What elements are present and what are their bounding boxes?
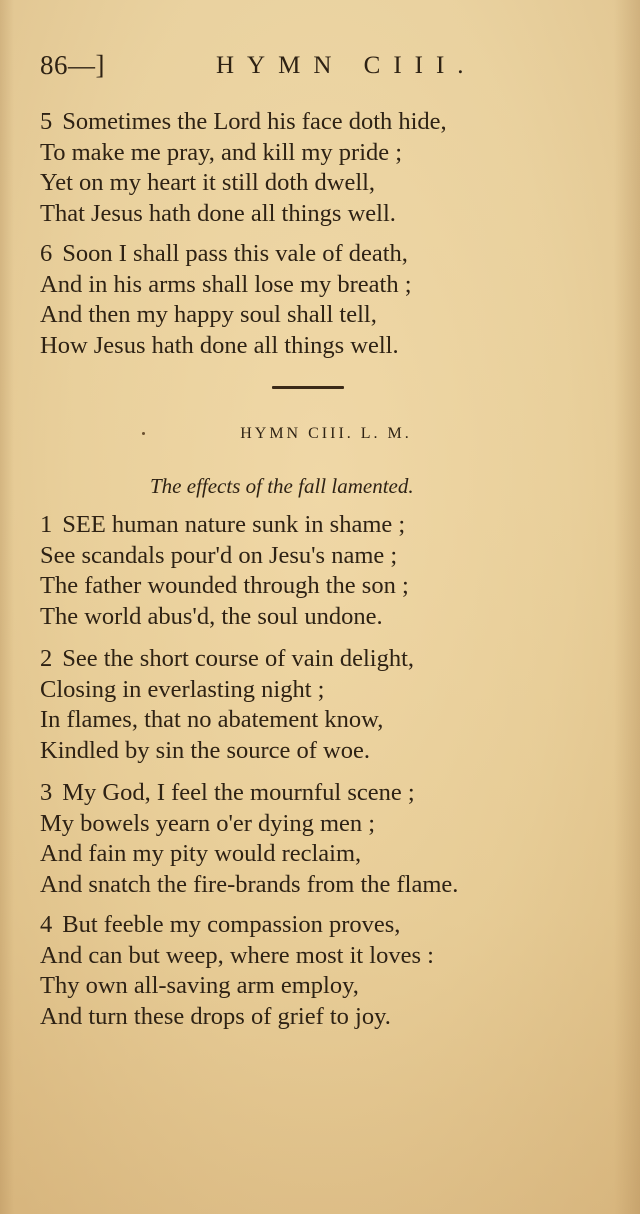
verse-number: 2: [40, 645, 53, 672]
page-edge-shadow-right: [614, 0, 640, 1214]
verse-line: SEE human nature sunk in shame ;: [62, 511, 406, 538]
verse-line: And then my happy soul shall tell,: [40, 301, 377, 328]
verse-line: To make me pray, and kill my pride ;: [40, 138, 403, 166]
verse-1: [40, 510, 409, 632]
verse-line: Thy own all-saving arm employ,: [40, 972, 359, 999]
verse-line: My bowels yearn o'er dying men ;: [40, 809, 376, 837]
verse-line: That Jesus hath done all things well.: [40, 199, 396, 227]
verse-line: Kindled by sin the source of woe.: [40, 736, 370, 764]
verse-number: 1: [40, 511, 53, 538]
verse-line: And turn these drops of grief to joy.: [40, 1002, 391, 1030]
page-number: 86—]: [40, 50, 105, 80]
verse-line: But feeble my compassion proves,: [62, 911, 401, 938]
verse-line: Closing in everlasting night ;: [40, 675, 325, 703]
verse-line: And fain my pity would reclaim,: [40, 840, 362, 867]
verse-line: And snatch the fire-brands from the flame.: [40, 870, 459, 898]
verse-line: In flames, that no abatement know,: [40, 706, 384, 733]
verse-line: The father wounded through the son ;: [40, 572, 409, 599]
verse-line: And can but weep, where most it loves :: [40, 941, 434, 969]
hymn-title: HYMN CIII. L. M.: [240, 425, 412, 442]
verse-number: 4: [40, 911, 53, 938]
verse-number: 6: [40, 240, 53, 267]
verse-line: Sometimes the Lord his face doth hide,: [62, 108, 447, 135]
verse-line: How Jesus hath done all things well.: [40, 331, 399, 359]
verse-line: And in his arms shall lose my breath ;: [40, 270, 412, 298]
running-head: HYMN CIII.: [216, 52, 477, 79]
verse-6: [40, 239, 412, 361]
verse-line: The world abus'd, the soul undone.: [40, 602, 383, 630]
verse-2: [40, 644, 414, 766]
section-divider-rule: [272, 386, 344, 389]
verse-3: [40, 778, 458, 900]
verse-4: [40, 910, 434, 1032]
verse-line: See the short course of vain delight,: [62, 645, 415, 672]
verse-line: See scandals pour'd on Jesu's name ;: [40, 541, 398, 569]
hymn-subtitle: The effects of the fall lamented.: [150, 474, 414, 498]
page-edge-shadow-left: [0, 0, 14, 1214]
verse-line: Yet on my heart it still doth dwell,: [40, 169, 376, 196]
verse-5: [40, 107, 447, 229]
verse-number: 3: [40, 779, 53, 806]
verse-line: Soon I shall pass this vale of death,: [62, 240, 408, 267]
page-header: [40, 50, 600, 84]
verse-number: 5: [40, 108, 53, 135]
verse-line: My God, I feel the mournful scene ;: [62, 779, 415, 806]
